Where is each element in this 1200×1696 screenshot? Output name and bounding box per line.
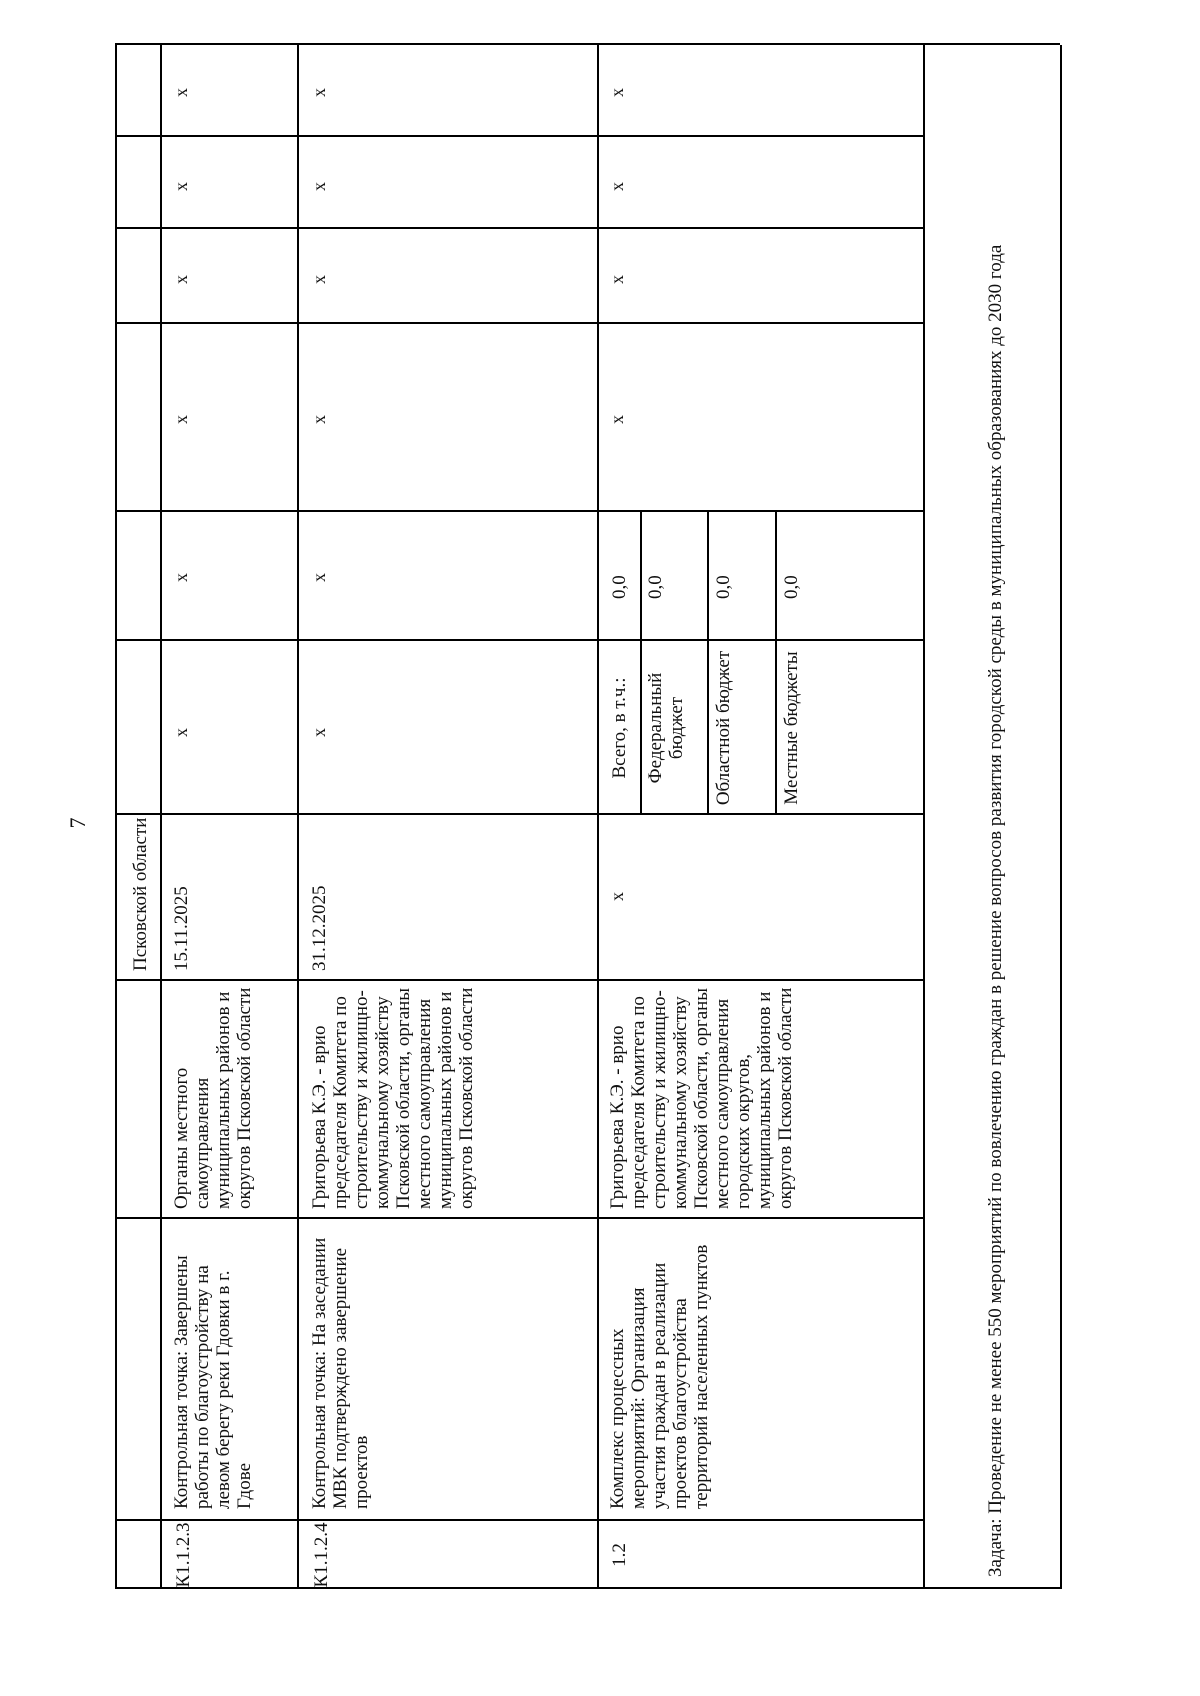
amount-value: 0,0 xyxy=(781,575,802,599)
row-col-1: x xyxy=(309,415,329,424)
source-label: Областной бюджет xyxy=(713,650,734,806)
row-col-3: x xyxy=(309,182,329,191)
row-number: 1.2 xyxy=(609,1543,630,1567)
row-col-2: x xyxy=(309,275,329,284)
source-label: Всего, в т.ч.: xyxy=(609,677,630,779)
row-executor: Органы местного самоуправления муниципальных районов и округов Псковской области xyxy=(171,987,255,1209)
source-label: Местные бюджеты xyxy=(781,651,802,805)
header-executor-fragment: Псковской области xyxy=(130,817,151,971)
row-executor: Григорьева К.Э. - врио председателя Комитета по строительству и жилищно-коммунальному хозяйству Псковской области, органы местного самоуправления городских округов, муниципальных районов и округов Псковской области xyxy=(607,987,796,1209)
row-source: x xyxy=(309,728,329,737)
row-col-4: x xyxy=(171,88,191,97)
task-text: Задача: Проведение не менее 550 мероприятий по вовлечению граждан в решение вопросов развития городской среды в муниципальных образованиях до 2030 года xyxy=(985,244,1006,1577)
amount-value: 0,0 xyxy=(609,575,630,599)
page-number: 7 xyxy=(65,817,90,829)
row-col-2: x xyxy=(607,275,627,284)
row-name: Контрольная точка: На заседании МВК подтверждено завершение проектов xyxy=(309,1237,372,1509)
plan-table xyxy=(115,45,1060,1589)
row-name: Комплекс процессных мероприятий: Организация участия граждан в реализации проектов благоустройства территорий населенных пунктов xyxy=(607,1244,712,1509)
row-source: x xyxy=(171,728,191,737)
row-amount: x xyxy=(171,573,191,582)
row-date: 15.11.2025 xyxy=(171,886,192,971)
row-col-3: x xyxy=(171,182,191,191)
row-date: 31.12.2025 xyxy=(309,885,330,971)
amount-value: 0,0 xyxy=(645,575,666,599)
amount-value: 0,0 xyxy=(713,575,734,599)
row-number: К1.1.2.4 xyxy=(311,1522,332,1588)
row-col-4: x xyxy=(607,88,627,97)
row-name: Контрольная точка: Завершены работы по благоустройству на левом берегу реки Гдовки в г. Гдове xyxy=(171,1255,255,1509)
row-col-3: x xyxy=(607,182,627,191)
row-col-1: x xyxy=(171,415,191,424)
row-executor: Григорьева К.Э. - врио председателя Комитета по строительству и жилищно-коммунальному хозяйству Псковской области, органы местного самоуправления муниципальных районов и округов Псковской области xyxy=(309,987,477,1209)
row-col-4: x xyxy=(309,88,329,97)
row-date: x xyxy=(607,892,627,901)
source-label: Федеральный бюджет xyxy=(645,672,687,784)
row-col-1: x xyxy=(607,415,627,424)
row-number: К1.1.2.3 xyxy=(173,1522,194,1588)
row-amount: x xyxy=(309,573,329,582)
row-col-2: x xyxy=(171,275,191,284)
